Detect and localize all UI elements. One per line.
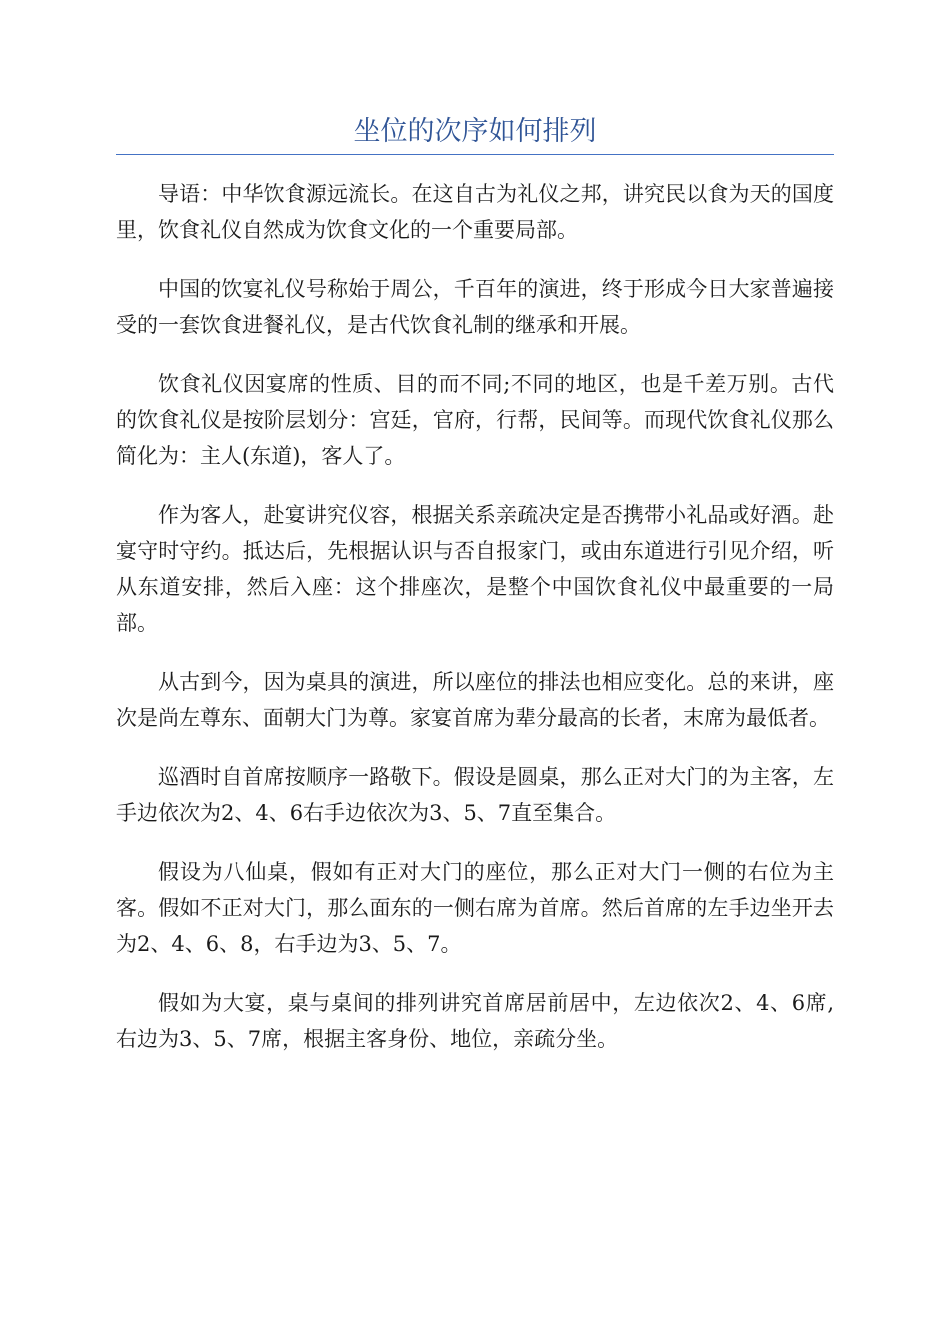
paragraph-guest: 作为客人，赴宴讲究仪容，根据关系亲疏决定是否携带小礼品或好酒。赴宴守时守约。抵达后，先根据认识与否自报家门，或由东道进行引见介绍，听从东道安排，然后入座：这个排座次，是整个中国饮食礼仪中最重要的一局部。 xyxy=(116,503,834,635)
document-body xyxy=(116,176,834,1080)
paragraph-seating-principle: 从古到今，因为桌具的演进，所以座位的排法也相应变化。总的来讲，座次是尚左尊东、面朝大门为尊。家宴首席为辈分最高的长者，末席为最低者。 xyxy=(116,670,834,730)
paragraph-round-table: 巡酒时自首席按顺序一路敬下。假设是圆桌，那么正对大门的为主客，左手边依次为2、4、6右手边依次为3、5、7直至集合。 xyxy=(116,765,834,825)
paragraph-origin: 中国的饮宴礼仪号称始于周公，千百年的演进，终于形成今日大家普遍接受的一套饮食进餐礼仪，是古代饮食礼制的继承和开展。 xyxy=(116,277,834,337)
paragraph-square-table: 假设为八仙桌，假如有正对大门的座位，那么正对大门一侧的右位为主客。假如不正对大门，那么面东的一侧右席为首席。然后首席的左手边坐开去为2、4、6、8，右手边为3、5、7。 xyxy=(116,860,834,956)
document-title: 坐位的次序如何排列 xyxy=(353,116,597,147)
paragraph-intro: 导语：中华饮食源远流长。在这自古为礼仪之邦，讲究民以食为天的国度里，饮食礼仪自然成为饮食文化的一个重要局部。 xyxy=(116,182,834,242)
title-underline xyxy=(116,154,834,155)
paragraph-variation: 饮食礼仪因宴席的性质、目的而不同;不同的地区，也是千差万别。古代的饮食礼仪是按阶层划分：宫廷，官府，行帮，民间等。而现代饮食礼仪那么简化为：主人(东道)，客人了。 xyxy=(116,372,834,468)
paragraph-banquet: 假如为大宴，桌与桌间的排列讲究首席居前居中，左边依次2、4、6席,右边为3、5、7席，根据主客身份、地位，亲疏分坐。 xyxy=(116,991,834,1051)
